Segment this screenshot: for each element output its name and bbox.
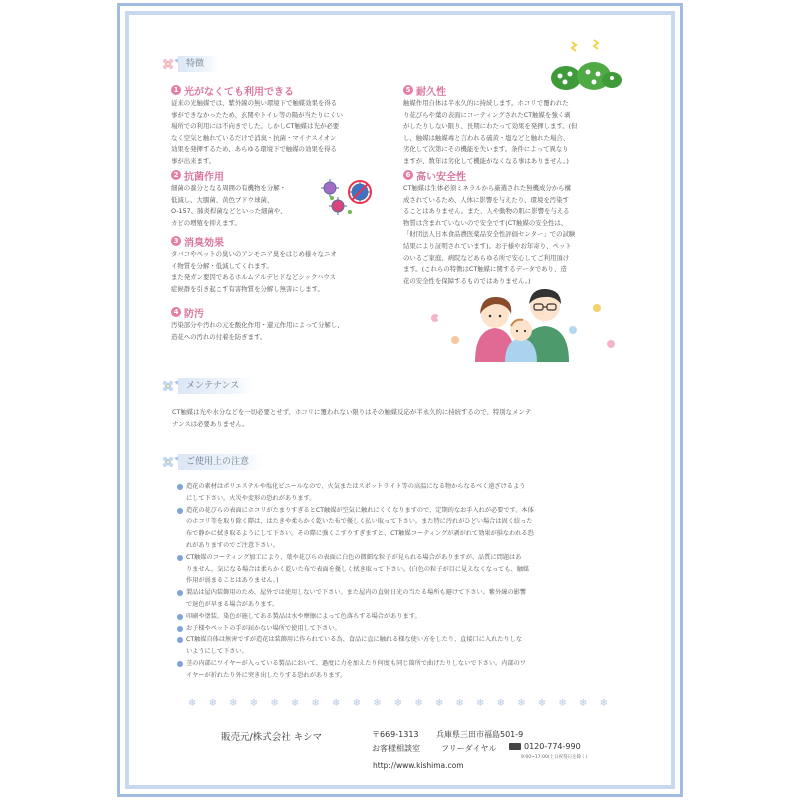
feature-3-title [171,234,386,248]
note-item [177,634,625,658]
bacteria-prohibited-icon [318,176,376,220]
family-illustration [425,278,625,364]
bullet-icon [177,590,183,596]
feature-2-number: 2 [171,170,181,180]
snowflake-icon: ❄ [434,698,444,709]
snowflake-icon: ❄ [311,698,320,709]
snowflake-icon: ❄ [496,698,506,709]
note-line: 布で静かに拭き取るようにして下さい。その際に強くこすりすぎますと、CT触媒コーティングが剥がれて効果が損なわれる恐 [186,530,534,538]
feature-3-title-text: 消臭効果 [184,237,224,249]
note-line: 造花の素材はポリエステルや塩化ビニールなので、火気またはスポットライト等の高温になる物からなるべく遠ざけるよう [186,483,526,490]
features-heading [160,54,218,74]
feature-5-number: 5 [403,85,413,95]
feature-1-body [171,98,391,168]
maintenance-text [172,406,627,430]
note-line: いようにして下さい。 [186,648,248,656]
feature-6 [403,168,633,287]
feature-5-title [403,83,633,97]
snowflake-icon: ❄ [352,698,362,709]
bullet-icon [177,637,183,643]
snowflake-icon: ❄ [290,698,300,709]
body-line: 細菌の養分となる周囲の有機物を分解・ [171,184,287,192]
note-item [177,552,625,587]
usage-notes-list [177,481,625,682]
note-line: で退色が早まる場合があります。 [186,600,279,608]
snowflake-icon: ❄ [558,698,567,709]
usage-notes-heading-label: ご使用上の注意 [178,454,263,470]
body-line: 低減し、大腸菌、黄色ブドウ球菌、 [171,195,274,204]
feature-4 [171,305,386,343]
body-line: 汚染部分や汚れの元を酸化作用・還元作用によって分解し、 [171,321,344,329]
feature-5-body [403,98,633,168]
postal-code: 〒669-1313 [372,730,419,739]
freedial-label: フリーダイヤル [441,744,497,753]
feature-3-number: 3 [171,236,181,246]
feature-2 [171,168,321,229]
maintenance-heading-label: メンテナンス [178,378,253,394]
maintenance-heading [160,376,253,396]
body-line: 場所での利用には不向きでした。しかしCT触媒は光が必要 [171,122,340,131]
feature-5 [403,83,633,168]
feature-1 [171,83,391,168]
body-line: ます。(これらの特徴はCT触媒に関するデータであり、造 [403,265,567,274]
feature-6-title [403,168,633,182]
body-line: 症候群を引き起こす有害物質を分解し無害にします。 [171,284,324,293]
note-line: イヤーが折れたり外に突き出したりする恐れがあります。 [186,671,347,679]
snowflake-icon: ❄ [373,698,382,709]
body-line: ますが、数年は劣化して機能がなくなる事はありません。) [403,156,569,165]
body-line: カビの増殖を抑えます。 [171,218,241,227]
feature-2-body [171,183,321,229]
phone-number: 0120-774-990 [524,742,581,751]
website-url[interactable]: http://www.kishima.com [373,761,464,770]
body-line: 従来の光触媒では、紫外線の無い環境下で触媒効果を得る [171,99,338,107]
note-item [177,505,625,552]
body-line: 結果により証明されています)。お子様やお年寄り、ペット [403,241,572,250]
body-line: ナンスは必要ありません。 [172,420,249,428]
note-item [177,587,625,611]
snowflake-icon: ❄ [188,698,197,709]
note-line: れがありますのでご注意下さい。 [186,541,279,549]
snowflake-icon: ❄ [578,698,588,709]
snowflake-icon: ❄ [229,698,238,709]
usage-notes-heading [160,452,263,472]
note-line: 造花の花びらの表面にホコリがたまりすぎるとCT触媒が空気に触れにくくなりますので、定期的なお手入れが必要です。本体 [186,506,534,514]
body-line: また発ガン要因であるホルムアルデヒドなどシックハウス [171,273,336,282]
address: 兵庫県三田市福島501-9 [436,730,524,739]
bullet-icon [177,484,183,490]
note-line: にして下さい。火災や変形の恐れがあります。 [186,494,316,502]
snowflake-icon: ❄ [249,698,259,709]
note-line: 茎の内部にワイヤーが入っている製品において、過度に力を加えたり何度も同じ箇所で曲げたりしないで下さい。内部のワ [186,659,526,667]
note-line: りません。気になる場合は柔らかく乾いた布で表面を優しく拭き取って下さい。(白色の粒子が目に見えなくなっても、触媒 [186,565,530,573]
snowflake-icon: ❄ [517,698,526,709]
contact-label: お客様相談室 [372,744,420,753]
body-line: 劣化して次第にその機能を失います。条件によって異なり [403,145,569,154]
business-hours: 9:00~17:00(土日祝祭日を除く) [521,755,588,760]
feature-4-title [171,305,386,319]
snowflake-icon: ❄ [208,698,217,709]
feature-1-title [171,83,391,97]
body-line: 「財団法人日本食品農医薬品安全性評価センター」での試験 [403,230,576,239]
note-item [177,611,625,623]
body-line: CT触媒は生体必須ミネラルから厳選された無機成分から構 [403,184,571,192]
feature-3-body [171,249,386,295]
note-line: 製品は屋内装飾用のため、屋外では使用しないで下さい。また屋内の直射日光の当たる場所も避けて下さい。紫外線の影響 [186,589,527,597]
freedial-phone-icon [509,743,521,750]
bullet-icon [177,661,183,667]
snowflake-icon: ❄ [537,698,547,709]
feature-6-title-text: 高い安全性 [416,171,466,183]
body-line: がしたりしない限り、長期にわたって効果を発揮します。(但 [403,122,578,131]
feature-6-body [403,183,633,287]
note-item [177,623,625,635]
body-line: 造花への汚れの付着を防ぎます。 [171,332,267,341]
feature-4-number: 4 [171,307,181,317]
note-item [177,658,625,682]
feature-2-title-text: 抗菌作用 [184,171,224,183]
note-line: 印刷や塗装、染色が施してある製品は水や摩擦によって色落ちする場合があります。 [186,612,421,620]
snowflake-icon: ❄ [476,698,485,709]
feature-6-number: 6 [403,170,413,180]
features-heading-label: 特徴 [178,56,218,72]
body-line: し、触媒は触媒毒と言われる硫黄・塩などと触れた場合、 [403,133,570,142]
feature-1-number: 1 [171,85,181,95]
note-item [177,481,625,505]
feature-1-title-text: 光がなくても利用できる [184,86,294,98]
note-line: CT触媒自体は無害ですが造花は装飾用に作られている為、食品に直に触れる様な使い方をしたり、直接口に入れたりしな [186,636,523,644]
body-line: 花の安全性を保障するものではありません。) [403,276,531,285]
note-line: お子様やペットの手が届かない場所で使用して下さい。 [186,624,341,632]
body-line: CT触媒は光や水分などを一切必要とせず、ホコリに覆われない限りはその触媒反応が半永久的に持続するので、特別なメンテ [172,408,532,416]
body-line: 触媒作用自体は半永久的に持続します。ホコリで覆われた [403,99,569,107]
bullet-icon [177,555,183,561]
body-line: 効果を発揮するため、あらゆる環境下で触媒の効果を得る [171,145,337,154]
snowflake-divider [188,698,608,710]
body-line: り花びらや葉の表面にコーティングされたCT触媒を強く剥 [403,110,571,119]
body-line: タバコやペットの臭いのアンモニア臭をはじめ様々なニオ [171,250,337,258]
seller-name: 販売元/株式会社 キシマ [221,732,323,743]
feature-3 [171,234,386,295]
feature-4-body [171,320,386,343]
body-line: 事が出来ます。 [171,156,216,165]
body-line: イ物質を分解・低減してくれます。 [171,261,273,270]
feature-2-title [171,168,321,182]
body-line: のいるご家庭、病院などあらゆる所で安心してご利用頂け [403,253,570,262]
note-line: CT触媒のコーティング加工により、葉や花びらの表面に白色の微細な粒子が見られる場合がありますが、品質に問題はあ [186,553,522,561]
snowflake-icon: ❄ [332,698,341,709]
note-line: のホコリ等を取り除く際は、はたきや柔らかく乾いた布で優しく払い取って下さい。また特に汚れがひどい場合は固く絞った [186,518,533,526]
note-line: 作用が弱まることはありません。) [186,577,279,585]
body-line: ることはありません。また、人や動物の肌に影響を与える [403,207,570,216]
snowflake-icon: ❄ [599,698,608,709]
feature-5-title-text: 耐久性 [416,86,446,98]
bullet-icon [177,626,183,632]
feature-4-title-text: 防汚 [184,308,204,320]
snowflake-icon: ❄ [270,698,279,709]
snowflake-icon: ❄ [455,698,464,709]
snowflake-icon: ❄ [414,698,423,709]
bullet-icon [177,614,183,620]
bullet-icon [177,508,183,514]
body-line: 物質は含まれていないので安全です(CT触媒の安全性は、 [403,218,568,227]
body-line: 事ができなかったため、玄関やトイレ等の陽が当たりにくい [171,110,343,119]
body-line: なく空気と触れているだけで消臭・抗菌・マイナスイオン [171,133,337,142]
body-line: 成されているため、人体に影響を与えたり、環境を汚染す [403,195,569,204]
body-line: O-157、肺炎桿菌などといった細菌や、 [171,207,287,216]
phone-line [506,742,581,751]
snowflake-icon: ❄ [393,698,403,709]
